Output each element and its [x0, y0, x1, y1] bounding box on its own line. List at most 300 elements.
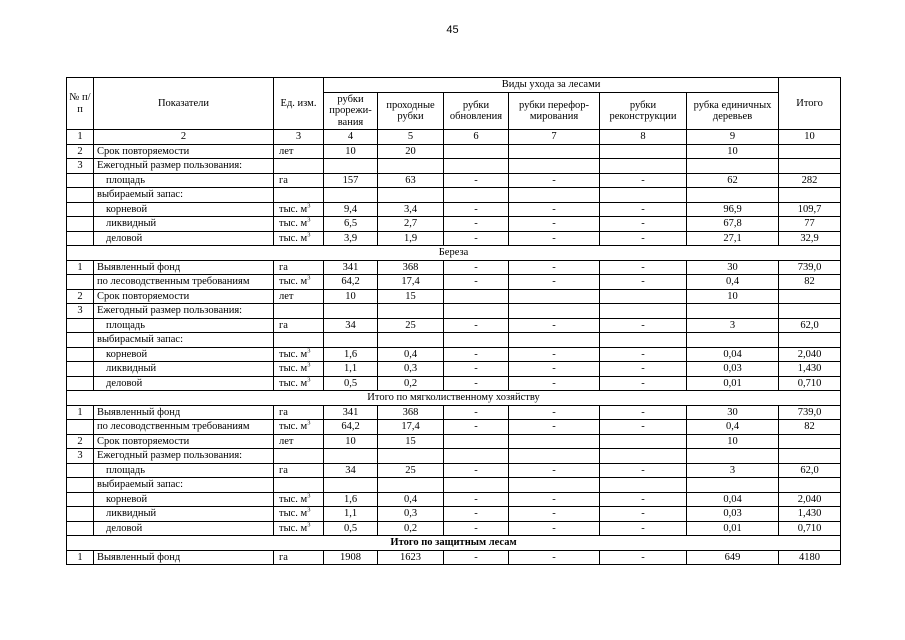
unit-text: тыс. м	[279, 203, 308, 215]
unit-superscript: 3	[307, 376, 311, 383]
unit-text: тыс. м	[279, 363, 308, 374]
row-number	[67, 521, 94, 536]
value-cell: 1908	[324, 550, 378, 565]
value-cell: 10	[324, 289, 378, 304]
value-cell: -	[444, 405, 509, 420]
unit-cell	[274, 231, 324, 246]
value-cell: 341	[324, 405, 378, 420]
value-cell	[378, 159, 444, 174]
value-cell: -	[600, 507, 687, 522]
row-number	[67, 507, 94, 522]
value-cell	[509, 304, 600, 319]
indicator-name: деловой	[94, 521, 274, 536]
unit-cell: лет	[274, 434, 324, 449]
col-header-unit: Ед. изм.	[274, 78, 324, 130]
col-number: 10	[779, 130, 841, 145]
value-cell: -	[509, 550, 600, 565]
table-body	[67, 144, 841, 565]
value-cell	[509, 144, 600, 159]
value-cell: -	[600, 202, 687, 217]
value-cell: 157	[324, 173, 378, 188]
value-cell: -	[444, 318, 509, 333]
indicator-name: корневой	[94, 492, 274, 507]
value-cell: -	[444, 362, 509, 377]
table-row	[67, 144, 841, 159]
value-cell: 10	[324, 144, 378, 159]
value-cell: -	[600, 521, 687, 536]
value-cell: 1,6	[324, 492, 378, 507]
value-cell: 15	[378, 434, 444, 449]
value-cell	[444, 333, 509, 348]
value-cell	[600, 478, 687, 493]
indicator-name: площадь	[94, 318, 274, 333]
row-number	[67, 420, 94, 435]
value-cell: 63	[378, 173, 444, 188]
value-cell: 0,04	[687, 347, 779, 362]
value-cell: -	[509, 260, 600, 275]
row-number	[67, 333, 94, 348]
value-cell	[509, 188, 600, 203]
value-cell: -	[509, 173, 600, 188]
value-cell: -	[600, 550, 687, 565]
value-cell	[378, 478, 444, 493]
col-header-reconstruction-cuts: рубки реконструкции	[600, 93, 687, 130]
value-cell: 20	[378, 144, 444, 159]
value-cell	[444, 289, 509, 304]
unit-cell: га	[274, 405, 324, 420]
indicator-name: по лесоводственным требованиям	[94, 420, 274, 435]
col-header-indicators: Показатели	[94, 78, 274, 130]
col-number: 6	[444, 130, 509, 145]
value-cell: -	[509, 463, 600, 478]
value-cell	[779, 159, 841, 174]
section-title: Итого по защитным лесам	[67, 536, 841, 551]
value-cell	[600, 188, 687, 203]
row-number	[67, 492, 94, 507]
indicator-name: Срок повторяемости	[94, 434, 274, 449]
value-cell: 0,5	[324, 376, 378, 391]
unit-text: тыс. м	[279, 218, 308, 229]
value-cell: 64,2	[324, 420, 378, 435]
value-cell: 0,03	[687, 362, 779, 377]
indicator-name: выбираемый запас:	[94, 188, 274, 203]
value-cell: 0,3	[378, 362, 444, 377]
row-number: 3	[67, 449, 94, 464]
value-cell: -	[509, 217, 600, 232]
unit-cell	[274, 333, 324, 348]
table-row	[67, 434, 841, 449]
table-row	[67, 376, 841, 391]
value-cell: 30	[687, 405, 779, 420]
col-header-passing-cuts: проходные рубки	[378, 93, 444, 130]
value-cell	[509, 289, 600, 304]
value-cell: 3	[687, 318, 779, 333]
value-cell: 0,3	[378, 507, 444, 522]
unit-superscript: 3	[307, 274, 311, 282]
value-cell: -	[600, 173, 687, 188]
value-cell: 0,4	[687, 275, 779, 290]
table-row	[67, 507, 841, 522]
section-header-row	[67, 391, 841, 406]
indicator-name: деловой	[94, 231, 274, 246]
value-cell: 6,5	[324, 217, 378, 232]
value-cell: -	[509, 492, 600, 507]
value-cell: 10	[687, 144, 779, 159]
table-row	[67, 231, 841, 246]
value-cell	[779, 333, 841, 348]
unit-cell	[274, 347, 324, 362]
value-cell: -	[600, 275, 687, 290]
value-cell: 2,040	[779, 347, 841, 362]
value-cell	[687, 478, 779, 493]
row-number	[67, 217, 94, 232]
value-cell: 3,9	[324, 231, 378, 246]
value-cell: 1,430	[779, 362, 841, 377]
row-number: 2	[67, 434, 94, 449]
col-header-total: Итого	[779, 78, 841, 130]
row-number: 1	[67, 260, 94, 275]
value-cell: 282	[779, 173, 841, 188]
value-cell: -	[600, 347, 687, 362]
unit-text: тыс. м	[279, 493, 308, 505]
unit-cell	[274, 521, 324, 536]
value-cell: 77	[779, 217, 841, 232]
value-cell	[509, 449, 600, 464]
col-number: 1	[67, 130, 94, 145]
value-cell: -	[600, 318, 687, 333]
value-cell	[779, 304, 841, 319]
value-cell: 2,7	[378, 217, 444, 232]
value-cell	[779, 478, 841, 493]
value-cell: -	[509, 231, 600, 246]
indicator-name: ликвидный	[94, 507, 274, 522]
value-cell	[600, 144, 687, 159]
value-cell: -	[600, 231, 687, 246]
row-number	[67, 318, 94, 333]
unit-cell	[274, 217, 324, 232]
value-cell: -	[600, 260, 687, 275]
indicator-name: выбираемый запас:	[94, 478, 274, 493]
value-cell: -	[600, 376, 687, 391]
col-header-renewal-cuts: рубки обновления	[444, 93, 509, 130]
value-cell: 1623	[378, 550, 444, 565]
row-number	[67, 275, 94, 290]
value-cell: -	[444, 173, 509, 188]
value-cell: 1,9	[378, 231, 444, 246]
unit-text: тыс. м	[279, 508, 308, 519]
table-row	[67, 275, 841, 290]
row-number	[67, 188, 94, 203]
value-cell: -	[444, 492, 509, 507]
value-cell	[444, 304, 509, 319]
col-number: 8	[600, 130, 687, 145]
value-cell: 1,1	[324, 362, 378, 377]
unit-superscript: 3	[307, 361, 311, 369]
value-cell	[600, 159, 687, 174]
value-cell: 0,710	[779, 376, 841, 391]
table-row	[67, 260, 841, 275]
table-row	[67, 449, 841, 464]
value-cell: -	[509, 275, 600, 290]
value-cell: 0,5	[324, 521, 378, 536]
unit-cell	[274, 188, 324, 203]
indicator-name: Ежегодный размер пользования:	[94, 304, 274, 319]
table-row	[67, 173, 841, 188]
value-cell: 30	[687, 260, 779, 275]
value-cell	[324, 333, 378, 348]
value-cell: -	[444, 420, 509, 435]
table-row	[67, 304, 841, 319]
value-cell: -	[444, 550, 509, 565]
unit-text: тыс. м	[279, 348, 308, 360]
col-number: 3	[274, 130, 324, 145]
table-row	[67, 420, 841, 435]
value-cell	[509, 434, 600, 449]
value-cell: 32,9	[779, 231, 841, 246]
value-cell: 10	[687, 289, 779, 304]
value-cell	[378, 449, 444, 464]
unit-cell	[274, 376, 324, 391]
value-cell	[600, 289, 687, 304]
value-cell	[600, 434, 687, 449]
indicator-name: Срок повторяемости	[94, 144, 274, 159]
value-cell: 649	[687, 550, 779, 565]
value-cell: -	[600, 463, 687, 478]
value-cell: -	[444, 521, 509, 536]
value-cell: 2,040	[779, 492, 841, 507]
value-cell	[444, 144, 509, 159]
col-header-single-tree-cuts: рубка единичных деревьев	[687, 93, 779, 130]
value-cell: 1,6	[324, 347, 378, 362]
unit-cell: га	[274, 463, 324, 478]
unit-superscript: 3	[307, 347, 311, 354]
value-cell	[600, 304, 687, 319]
table-row	[67, 550, 841, 565]
value-cell	[600, 333, 687, 348]
indicator-name: корневой	[94, 202, 274, 217]
unit-cell	[274, 159, 324, 174]
unit-cell: га	[274, 173, 324, 188]
unit-text: тыс. м	[279, 232, 308, 244]
row-number: 2	[67, 289, 94, 304]
value-cell: 34	[324, 318, 378, 333]
value-cell: 64,2	[324, 275, 378, 290]
value-cell: -	[600, 362, 687, 377]
value-cell: 368	[378, 405, 444, 420]
table-row	[67, 333, 841, 348]
unit-cell: га	[274, 550, 324, 565]
value-cell: 0,4	[378, 492, 444, 507]
unit-cell	[274, 420, 324, 435]
value-cell: -	[509, 507, 600, 522]
value-cell: 0,04	[687, 492, 779, 507]
value-cell: 739,0	[779, 260, 841, 275]
value-cell: -	[444, 217, 509, 232]
unit-superscript: 3	[307, 202, 311, 209]
unit-cell: га	[274, 260, 324, 275]
value-cell	[509, 478, 600, 493]
value-cell	[444, 449, 509, 464]
unit-superscript: 3	[307, 419, 311, 427]
value-cell	[509, 333, 600, 348]
value-cell: -	[600, 492, 687, 507]
value-cell	[779, 434, 841, 449]
value-cell	[324, 304, 378, 319]
value-cell: 67,8	[687, 217, 779, 232]
value-cell: 62,0	[779, 318, 841, 333]
value-cell: 0,4	[687, 420, 779, 435]
unit-superscript: 3	[307, 492, 311, 499]
value-cell: 62	[687, 173, 779, 188]
indicator-name: Срок повторяемости	[94, 289, 274, 304]
indicator-name: по лесоводственным требованиям	[94, 275, 274, 290]
value-cell: -	[444, 202, 509, 217]
section-title: Береза	[67, 246, 841, 261]
unit-cell	[274, 449, 324, 464]
value-cell: -	[509, 347, 600, 362]
value-cell: -	[444, 463, 509, 478]
unit-superscript: 3	[307, 231, 311, 238]
value-cell: 82	[779, 420, 841, 435]
col-number: 5	[378, 130, 444, 145]
row-number	[67, 478, 94, 493]
value-cell: 34	[324, 463, 378, 478]
value-cell	[324, 159, 378, 174]
value-cell: -	[509, 376, 600, 391]
value-cell: -	[444, 507, 509, 522]
value-cell	[779, 289, 841, 304]
indicator-name: выбирасмый запас:	[94, 333, 274, 348]
value-cell: -	[444, 231, 509, 246]
unit-cell: лет	[274, 289, 324, 304]
table-row	[67, 492, 841, 507]
value-cell: -	[600, 405, 687, 420]
value-cell	[324, 449, 378, 464]
column-numbers-row	[67, 130, 841, 145]
table-row	[67, 347, 841, 362]
unit-superscript: 3	[307, 506, 311, 514]
unit-text: тыс. м	[279, 421, 308, 432]
value-cell: 739,0	[779, 405, 841, 420]
table-row	[67, 521, 841, 536]
indicator-name: ликвидный	[94, 362, 274, 377]
value-cell	[600, 449, 687, 464]
row-number	[67, 376, 94, 391]
unit-cell	[274, 478, 324, 493]
table-row	[67, 188, 841, 203]
table-row	[67, 463, 841, 478]
unit-superscript: 3	[307, 521, 311, 528]
unit-cell	[274, 304, 324, 319]
value-cell	[378, 304, 444, 319]
value-cell: 0,01	[687, 376, 779, 391]
value-cell: 3,4	[378, 202, 444, 217]
row-number	[67, 202, 94, 217]
value-cell: 3	[687, 463, 779, 478]
value-cell: -	[444, 376, 509, 391]
col-number: 9	[687, 130, 779, 145]
unit-cell	[274, 275, 324, 290]
unit-cell: лет	[274, 144, 324, 159]
indicator-name: площадь	[94, 173, 274, 188]
value-cell: 1,430	[779, 507, 841, 522]
unit-superscript: 3	[307, 216, 311, 224]
table-row	[67, 202, 841, 217]
col-header-num: № п/п	[67, 78, 94, 130]
value-cell: 25	[378, 463, 444, 478]
row-number	[67, 173, 94, 188]
col-header-group: Виды ухода за лесами	[324, 78, 779, 93]
value-cell	[687, 188, 779, 203]
table-row	[67, 318, 841, 333]
row-number	[67, 463, 94, 478]
section-header-row	[67, 246, 841, 261]
value-cell	[509, 159, 600, 174]
value-cell: 9,4	[324, 202, 378, 217]
indicator-name: деловой	[94, 376, 274, 391]
value-cell: -	[600, 420, 687, 435]
value-cell: 0,710	[779, 521, 841, 536]
row-number	[67, 347, 94, 362]
unit-cell	[274, 507, 324, 522]
forest-care-table	[66, 77, 841, 565]
col-header-reformation-cuts: рубки перефор-мирования	[509, 93, 600, 130]
value-cell	[444, 159, 509, 174]
table-row	[67, 362, 841, 377]
value-cell: 82	[779, 275, 841, 290]
unit-cell	[274, 202, 324, 217]
col-header-thinning: рубки прорежи-вания	[324, 93, 378, 130]
value-cell: 17,4	[378, 275, 444, 290]
value-cell: 109,7	[779, 202, 841, 217]
value-cell: -	[509, 420, 600, 435]
table-row	[67, 405, 841, 420]
indicator-name: площадь	[94, 463, 274, 478]
value-cell	[779, 144, 841, 159]
value-cell: 341	[324, 260, 378, 275]
value-cell: -	[509, 362, 600, 377]
value-cell: -	[509, 521, 600, 536]
value-cell: 0,01	[687, 521, 779, 536]
value-cell	[444, 188, 509, 203]
indicator-name: Ежегодный размер пользования:	[94, 449, 274, 464]
table-row	[67, 289, 841, 304]
section-header-row	[67, 536, 841, 551]
value-cell	[324, 478, 378, 493]
value-cell	[378, 188, 444, 203]
value-cell: 0,03	[687, 507, 779, 522]
unit-cell	[274, 492, 324, 507]
value-cell: 15	[378, 289, 444, 304]
indicator-name: ликвидный	[94, 217, 274, 232]
value-cell: -	[444, 260, 509, 275]
value-cell: -	[444, 275, 509, 290]
indicator-name: Ежегодный размер пользования:	[94, 159, 274, 174]
unit-cell: га	[274, 318, 324, 333]
value-cell: 17,4	[378, 420, 444, 435]
unit-text: тыс. м	[279, 276, 308, 287]
table-row	[67, 159, 841, 174]
value-cell	[779, 449, 841, 464]
value-cell	[687, 159, 779, 174]
value-cell: 10	[324, 434, 378, 449]
value-cell: 27,1	[687, 231, 779, 246]
value-cell: -	[509, 318, 600, 333]
value-cell	[687, 449, 779, 464]
value-cell: 0,2	[378, 521, 444, 536]
value-cell	[324, 188, 378, 203]
col-number: 4	[324, 130, 378, 145]
